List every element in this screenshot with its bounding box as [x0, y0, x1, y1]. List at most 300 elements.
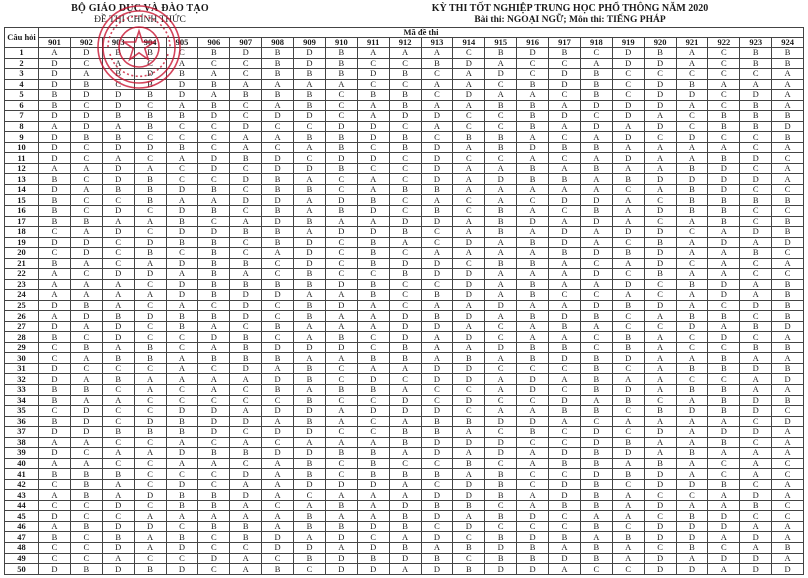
table-row: [5, 353, 804, 364]
answer-cell: C: [134, 458, 166, 469]
answer-cell: A: [357, 511, 389, 522]
answer-cell: A: [772, 385, 804, 396]
answer-cell: A: [644, 311, 676, 322]
answer-cell: C: [389, 458, 421, 469]
answer-cell: A: [580, 279, 612, 290]
answer-cell: D: [708, 163, 740, 174]
answer-cell: C: [676, 69, 708, 80]
answer-cell: B: [580, 500, 612, 511]
answer-cell: A: [294, 290, 326, 301]
answer-cell: A: [708, 448, 740, 459]
answer-cell: D: [102, 500, 134, 511]
exam-code-header: 902: [70, 38, 102, 48]
answer-cell: C: [421, 132, 453, 143]
answer-cell: A: [708, 227, 740, 238]
table-row: [5, 395, 804, 406]
answer-cell: A: [517, 205, 549, 216]
answer-cell: A: [612, 205, 644, 216]
answer-cell: B: [485, 511, 517, 522]
answer-cell: A: [772, 79, 804, 90]
exam-code-header: 903: [102, 38, 134, 48]
answer-cell: D: [740, 564, 772, 575]
answer-cell: A: [357, 321, 389, 332]
answer-cell: C: [102, 437, 134, 448]
answer-cell: B: [70, 300, 102, 311]
answer-cell: C: [708, 469, 740, 480]
answer-cell: A: [230, 79, 262, 90]
answer-cell: C: [612, 69, 644, 80]
answer-cell: B: [262, 90, 294, 101]
answer-cell: B: [230, 153, 262, 164]
answer-cell: B: [421, 500, 453, 511]
answer-cell: C: [262, 437, 294, 448]
answer-cell: C: [485, 363, 517, 374]
question-number: 46: [5, 521, 39, 532]
answer-cell: A: [325, 290, 357, 301]
answer-cell: C: [389, 174, 421, 185]
answer-cell: C: [70, 500, 102, 511]
answer-cell: D: [102, 100, 134, 111]
answer-cell: B: [517, 311, 549, 322]
answer-cell: D: [357, 406, 389, 417]
answer-cell: B: [166, 142, 198, 153]
answer-cell: B: [102, 184, 134, 195]
answer-cell: D: [357, 153, 389, 164]
answer-cell: A: [230, 553, 262, 564]
answer-cell: C: [198, 395, 230, 406]
answer-cell: D: [198, 227, 230, 238]
answer-cell: A: [421, 300, 453, 311]
answer-cell: B: [389, 90, 421, 101]
answer-cell: B: [325, 69, 357, 80]
subject-line: Bài thi: NGOẠI NGỮ; Môn thi: TIẾNG PHÁP: [474, 15, 666, 25]
answer-cell: A: [644, 153, 676, 164]
answer-cell: A: [485, 279, 517, 290]
answer-cell: C: [549, 153, 581, 164]
answer-cell: D: [708, 521, 740, 532]
answer-cell: B: [549, 321, 581, 332]
answer-cell: B: [166, 427, 198, 438]
answer-cell: D: [485, 448, 517, 459]
question-number: 27: [5, 321, 39, 332]
answer-cell: B: [39, 174, 71, 185]
answer-cell: D: [421, 374, 453, 385]
answer-cell: D: [230, 469, 262, 480]
question-number: 25: [5, 300, 39, 311]
answer-cell: D: [453, 332, 485, 343]
answer-cell: C: [166, 395, 198, 406]
answer-cell: A: [517, 184, 549, 195]
answer-cell: D: [294, 237, 326, 248]
answer-cell: A: [325, 511, 357, 522]
answer-cell: D: [166, 227, 198, 238]
answer-cell: C: [644, 279, 676, 290]
answer-cell: C: [325, 184, 357, 195]
answer-cell: B: [262, 205, 294, 216]
answer-cell: A: [580, 321, 612, 332]
answer-cell: C: [230, 69, 262, 80]
answer-cell: C: [517, 195, 549, 206]
answer-cell: A: [357, 174, 389, 185]
answer-cell: D: [549, 490, 581, 501]
answer-cell: C: [708, 458, 740, 469]
answer-cell: B: [676, 195, 708, 206]
answer-cell: C: [357, 332, 389, 343]
answer-cell: C: [708, 90, 740, 101]
answer-cell: A: [294, 385, 326, 396]
answer-cell: C: [230, 542, 262, 553]
answer-cell: A: [453, 163, 485, 174]
answer-cell: B: [294, 269, 326, 280]
answer-cell: A: [708, 79, 740, 90]
answer-cell: C: [612, 427, 644, 438]
answer-cell: C: [134, 479, 166, 490]
answer-cell: D: [740, 532, 772, 543]
question-number: 33: [5, 385, 39, 396]
answer-cell: A: [325, 406, 357, 417]
answer-cell: A: [740, 385, 772, 396]
table-row: [5, 205, 804, 216]
answer-cell: C: [485, 458, 517, 469]
answer-cell: C: [549, 290, 581, 301]
answer-cell: A: [198, 321, 230, 332]
answer-cell: B: [134, 184, 166, 195]
answer-cell: A: [357, 490, 389, 501]
answer-cell: A: [357, 48, 389, 59]
answer-cell: B: [485, 48, 517, 59]
answer-cell: C: [70, 332, 102, 343]
answer-cell: B: [230, 342, 262, 353]
answer-cell: D: [580, 269, 612, 280]
answer-cell: A: [612, 163, 644, 174]
exam-code-header: 912: [389, 38, 421, 48]
question-number: 37: [5, 427, 39, 438]
answer-cell: D: [644, 532, 676, 543]
answer-cell: B: [294, 511, 326, 522]
answer-cell: D: [389, 311, 421, 322]
answer-cell: C: [580, 342, 612, 353]
answer-cell: B: [644, 458, 676, 469]
answer-cell: C: [740, 205, 772, 216]
answer-cell: A: [580, 174, 612, 185]
answer-cell: D: [134, 490, 166, 501]
answer-cell: B: [740, 48, 772, 59]
answer-cell: A: [262, 521, 294, 532]
answer-cell: A: [708, 564, 740, 575]
answer-cell: D: [485, 542, 517, 553]
answer-cell: C: [485, 121, 517, 132]
answer-cell: A: [198, 342, 230, 353]
answer-cell: D: [39, 363, 71, 374]
answer-cell: B: [39, 385, 71, 396]
answer-cell: B: [612, 395, 644, 406]
answer-cell: D: [549, 311, 581, 322]
answer-cell: B: [612, 342, 644, 353]
answer-cell: B: [70, 385, 102, 396]
exam-code-header: 907: [230, 38, 262, 48]
answer-cell: B: [549, 406, 581, 417]
answer-cell: C: [740, 332, 772, 343]
answer-cell: C: [612, 237, 644, 248]
answer-cell: C: [740, 69, 772, 80]
answer-cell: C: [262, 258, 294, 269]
answer-cell: A: [294, 227, 326, 238]
answer-cell: A: [676, 458, 708, 469]
answer-cell: A: [612, 500, 644, 511]
answer-cell: A: [357, 500, 389, 511]
answer-cell: A: [485, 163, 517, 174]
answer-cell: D: [389, 321, 421, 332]
answer-cell: A: [102, 216, 134, 227]
answer-cell: B: [294, 458, 326, 469]
answer-cell: B: [166, 311, 198, 322]
answer-cell: C: [198, 121, 230, 132]
answer-cell: D: [676, 532, 708, 543]
answer-cell: C: [262, 121, 294, 132]
answer-cell: C: [485, 395, 517, 406]
answer-cell: A: [612, 258, 644, 269]
answer-cell: D: [517, 416, 549, 427]
answer-cell: B: [389, 353, 421, 364]
answer-cell: D: [644, 205, 676, 216]
answer-cell: D: [740, 227, 772, 238]
exam-code-header: 921: [676, 38, 708, 48]
answer-cell: B: [70, 342, 102, 353]
answer-cell: D: [772, 237, 804, 248]
answer-cell: B: [102, 532, 134, 543]
answer-cell: C: [389, 121, 421, 132]
answer-cell: A: [676, 300, 708, 311]
answer-cell: A: [453, 79, 485, 90]
answer-cell: A: [580, 227, 612, 238]
answer-cell: A: [549, 542, 581, 553]
answer-cell: A: [676, 353, 708, 364]
answer-cell: C: [549, 58, 581, 69]
answer-cell: C: [166, 132, 198, 143]
answer-cell: A: [772, 427, 804, 438]
answer-cell: A: [134, 374, 166, 385]
answer-cell: B: [453, 542, 485, 553]
answer-cell: B: [198, 79, 230, 90]
answer-cell: D: [357, 564, 389, 575]
answer-cell: D: [325, 300, 357, 311]
answer-cell: D: [421, 564, 453, 575]
answer-cell: D: [294, 58, 326, 69]
answer-cell: D: [421, 532, 453, 543]
answer-cell: A: [134, 290, 166, 301]
answer-cell: B: [485, 479, 517, 490]
answer-cell: C: [740, 269, 772, 280]
answer-cell: B: [294, 132, 326, 143]
answer-cell: B: [102, 353, 134, 364]
answer-cell: D: [262, 406, 294, 417]
answer-cell: D: [294, 48, 326, 59]
answer-cell: B: [102, 469, 134, 480]
answer-cell: C: [676, 111, 708, 122]
answer-cell: B: [294, 469, 326, 480]
answer-cell: C: [485, 521, 517, 532]
answer-cell: B: [485, 205, 517, 216]
answer-cell: C: [230, 111, 262, 122]
answer-cell: A: [612, 458, 644, 469]
answer-cell: B: [357, 237, 389, 248]
answer-cell: D: [230, 121, 262, 132]
answer-cell: A: [517, 269, 549, 280]
answer-cell: C: [549, 132, 581, 143]
answer-cell: C: [325, 174, 357, 185]
answer-cell: D: [644, 553, 676, 564]
answer-cell: D: [644, 427, 676, 438]
table-row: [5, 142, 804, 153]
answer-cell: A: [325, 321, 357, 332]
answer-cell: C: [102, 385, 134, 396]
answer-cell: D: [39, 511, 71, 522]
answer-cell: A: [102, 153, 134, 164]
question-number: 28: [5, 332, 39, 343]
answer-cell: A: [644, 437, 676, 448]
answer-cell: B: [357, 248, 389, 259]
answer-cell: B: [580, 79, 612, 90]
answer-cell: D: [39, 237, 71, 248]
header-right: [400, 3, 740, 25]
answer-cell: A: [517, 448, 549, 459]
answer-cell: C: [134, 553, 166, 564]
answer-cell: B: [198, 290, 230, 301]
answer-cell: D: [580, 300, 612, 311]
table-row: [5, 311, 804, 322]
answer-cell: C: [517, 469, 549, 480]
answer-cell: A: [772, 100, 804, 111]
answer-cell: A: [357, 311, 389, 322]
answer-cell: A: [421, 79, 453, 90]
answer-cell: D: [166, 290, 198, 301]
answer-cell: C: [612, 184, 644, 195]
question-number: 26: [5, 311, 39, 322]
answer-cell: C: [39, 542, 71, 553]
answer-cell: A: [772, 142, 804, 153]
answer-cell: D: [230, 311, 262, 322]
answer-cell: C: [357, 142, 389, 153]
answer-cell: B: [166, 532, 198, 543]
answer-cell: A: [676, 142, 708, 153]
answer-cell: B: [294, 416, 326, 427]
answer-cell: D: [39, 79, 71, 90]
exam-code-header: 905: [166, 38, 198, 48]
answer-cell: B: [708, 385, 740, 396]
answer-cell: A: [708, 416, 740, 427]
answer-cell: C: [134, 279, 166, 290]
answer-cell: D: [325, 479, 357, 490]
answer-cell: B: [198, 490, 230, 501]
answer-cell: D: [262, 216, 294, 227]
answer-cell: B: [485, 216, 517, 227]
answer-cell: A: [549, 332, 581, 343]
answer-cell: C: [70, 195, 102, 206]
answer-cell: D: [676, 521, 708, 532]
answer-cell: C: [676, 342, 708, 353]
answer-cell: D: [198, 332, 230, 343]
answer-cell: A: [772, 353, 804, 364]
table-row: [5, 553, 804, 564]
answer-cell: D: [230, 300, 262, 311]
answer-cell: B: [453, 353, 485, 364]
answer-cell: C: [357, 163, 389, 174]
answer-cell: A: [549, 564, 581, 575]
answer-cell: C: [485, 79, 517, 90]
answer-cell: B: [708, 353, 740, 364]
answer-cell: A: [325, 490, 357, 501]
answer-cell: B: [70, 79, 102, 90]
answer-cell: B: [517, 279, 549, 290]
answer-cell: B: [357, 258, 389, 269]
answer-cell: B: [517, 163, 549, 174]
answer-cell: B: [517, 290, 549, 301]
answer-cell: D: [166, 258, 198, 269]
answer-cell: D: [39, 153, 71, 164]
answer-cell: B: [134, 121, 166, 132]
answer-cell: D: [325, 564, 357, 575]
answer-cell: C: [612, 79, 644, 90]
exam-code-header: 904: [134, 38, 166, 48]
answer-cell: C: [325, 269, 357, 280]
answer-cell: D: [740, 363, 772, 374]
answer-cell: A: [262, 469, 294, 480]
question-number: 47: [5, 532, 39, 543]
exam-code-group-header: Mã đề thi: [39, 28, 804, 38]
answer-cell: D: [230, 490, 262, 501]
answer-cell: C: [198, 142, 230, 153]
answer-cell: A: [676, 437, 708, 448]
answer-cell: B: [772, 216, 804, 227]
table-row: [5, 469, 804, 480]
answer-cell: C: [421, 69, 453, 80]
answer-cell: B: [294, 100, 326, 111]
answer-cell: B: [676, 184, 708, 195]
answer-cell: B: [357, 279, 389, 290]
answer-cell: A: [166, 437, 198, 448]
answer-cell: B: [389, 511, 421, 522]
answer-cell: A: [166, 269, 198, 280]
answer-cell: D: [517, 511, 549, 522]
question-number: 18: [5, 227, 39, 238]
exam-code-header: 910: [325, 38, 357, 48]
answer-cell: D: [772, 374, 804, 385]
exam-code-header: 901: [39, 38, 71, 48]
answer-cell: A: [389, 385, 421, 396]
answer-cell: A: [262, 79, 294, 90]
answer-cell: B: [357, 353, 389, 364]
answer-cell: A: [708, 248, 740, 259]
answer-cell: C: [549, 385, 581, 396]
answer-cell: C: [102, 458, 134, 469]
answer-cell: A: [517, 490, 549, 501]
answer-cell: A: [549, 374, 581, 385]
answer-cell: D: [357, 205, 389, 216]
answer-cell: A: [357, 300, 389, 311]
answer-cell: C: [612, 564, 644, 575]
answer-cell: A: [676, 153, 708, 164]
answer-cell: A: [517, 332, 549, 343]
answer-cell: B: [70, 479, 102, 490]
answer-cell: B: [708, 479, 740, 490]
question-number: 11: [5, 153, 39, 164]
answer-cell: B: [676, 311, 708, 322]
table-row: [5, 385, 804, 396]
answer-cell: C: [230, 237, 262, 248]
answer-cell: C: [612, 363, 644, 374]
question-number: 23: [5, 279, 39, 290]
answer-cell: B: [580, 448, 612, 459]
